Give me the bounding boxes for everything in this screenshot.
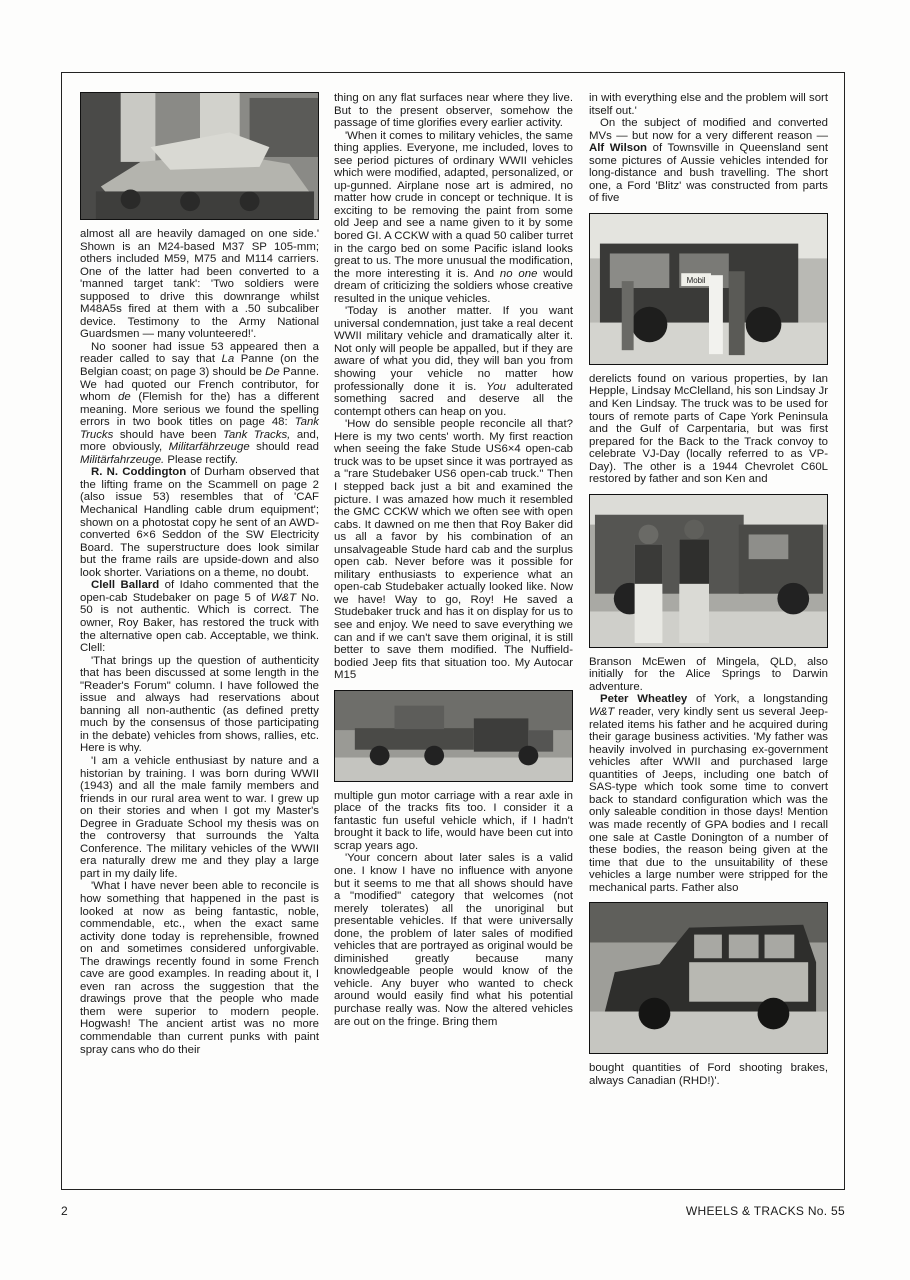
col1-paragraph-3: R. N. Coddington of Durham observed that the lifting frame on the Scammell on page 2 (also issue 53) resembles that of 'CAF Mechanical Handling cable drum equipment'; shown on a photostat copy he sent of an AWD-converted 6×6 Seddon of the SW Electricity Board. The superstructure does look similar but the frame rails are upside-down and also look shorter. Variations on a theme, no doubt. [80, 466, 319, 579]
col3-paragraph-4: Branson McEwen of Mingela, QLD, also initially for the Alice Springs to Darwin adventure. [589, 655, 828, 693]
col1-paragraph-6: 'I am a vehicle enthusiast by nature and a historian by training. I was born during WWII (1943) and all the male family members and friends in our rural area went to war. I grew up on their stories and when I got my Master's Degree in Graduate School my thesis was on the controversy that surrounds the Yalta Conference. The military vehicles of the WWII era naturally drew me and they play a large part in my daily life. [80, 754, 319, 880]
column-3 [589, 92, 828, 1087]
col1-paragraph-4: Clell Ballard of Idaho commented that the open-cab Studebaker on page 5 of W&T No. 50 is not authentic. Which is correct. The owner, Roy Baker, has restored the truck with the alternative open cab. Acceptable, we think. Clell: [80, 579, 319, 655]
col2-paragraph-6: 'Your concern about later sales is a valid one. I know I have no influence with anyone but it seems to me that all shows should have a "modified" category that welcomes (not merely tolerates) all the unoriginal but presentable vehicles. If that were universally done, the problem of later sales of modified vehicles that are portrayed as original would be diminished greatly because many knowledgeable people would know of the vehicle. Any buyer who wanted to check around would easily find what his potential purchase really was. Now the altered vehicles are out on the fringe. Bring them [334, 852, 573, 1028]
column-1 [80, 92, 319, 1056]
col3-paragraph-1: in with everything else and the problem will sort itself out.' [589, 92, 828, 117]
col1-paragraph-1: almost all are heavily damaged on one side.' Shown is an M24-based M37 SP 105-mm; others included M59, M75 and M114 carriers. One of the latter had been converted to a 'manned target tank': 'Two soldiers were supposed to drive this downrange whilst M48A5s fired at them with a .50 subcaliber device. Testimony to the Army National Guardsmen — many volunteered!'. [80, 228, 319, 341]
col3-paragraph-2: On the subject of modified and converted MVs — but now for a very different reason — Alf Wilson of Townsville in Queensland sent some pictures of Aussie vehicles intended for long-distance and bush travelling. The short one, a Ford 'Blitz' was constructed from parts of five [589, 117, 828, 205]
col2-paragraph-3: 'Today is another matter. If you want universal condemnation, just take a real decent WWII military vehicle and dramatically alter it. Not only will people be appalled, but if they are aware of what you did, they will ban you from showing your vehicle no matter how professionally done it is. You adulterated something sacred and deserve all the contempt others can heap on you. [334, 305, 573, 418]
col3-paragraph-5: Peter Wheatley of York, a longstanding W&T reader, very kindly sent us several Jeep-related items his father and he acquired during their garage business activities. 'My father was heavily involved in purchasing ex-government vehicles after WWII and purchased large quantities of Jeeps, including one batch of SAS-type which took some time to convert back to standard configuration which was the only saleable condition in those days! Mention was made recently of GPA bodies and I recall one sale at Castle Donington of a number of these bodies, the reason being given at the time that due to the unsuitability of these vehicles a large number were stripped for the mechanical parts. Father also [589, 693, 828, 894]
mobil-sign-text: Mobil [686, 276, 706, 285]
gmc-cckw-photo [334, 690, 573, 782]
col1-paragraph-7: 'What I have never been able to reconcile is how something that happened in the past is looked at now as being fantastic, noble, commendable, etc., when the exact same activity done today is reprehensible, frowned on and sometimes considered unforgivable. The drawings recently found in some French cave are good examples. In reading about it, I even ran across the suggestion that the drawings prove that the people who made them were superior to modern people. Hogwash! The ancient artist was no more commendable than current punks with paint spray cans who do their [80, 880, 319, 1056]
tank-wreck-photo [80, 92, 319, 220]
col2-paragraph-5: multiple gun motor carriage with a rear axle in place of the tracks fits too. I consider it a fantastic fun useful vehicle which, if I hadn't brought it back to life, would have been cut into scrap years ago. [334, 789, 573, 852]
col1-paragraph-5: 'That brings up the question of authenticity that has been discussed at some length in the "Reader's Forum" column. I have followed the issue and always had reservations about banning all non-authentic (as defined pretty much by the consensus of those participating in the debate) vehicles from shows, rallies, etc. Here is why. [80, 654, 319, 755]
magazine-issue: WHEELS & TRACKS No. 55 [685, 1204, 845, 1218]
col3-paragraph-6: bought quantities of Ford shooting brakes, always Canadian (RHD!)'. [589, 1062, 828, 1087]
column-2 [334, 92, 573, 1028]
col3-paragraph-3: derelicts found on various properties, by Ian Hepple, Lindsay McClelland, his son Lindsay Jr and Ken Lindsay. The truck was to be used for tours of remote parts of Cape York Peninsula and the Gulf of Carpentaria, but was first prepared for the Back to the Track convoy to celebrate VJ-Day (locally referred to as VP-Day). The other is a 1944 Chevrolet C60L restored by father and son Ken and [589, 372, 828, 486]
page-number: 2 [61, 1204, 68, 1218]
col2-paragraph-4: 'How do sensible people reconcile all that? Here is my two cents' worth. My first reaction when seeing the fake Stude US6×4 open-cab truck was to be upset since it was portrayed as a "rare Studebaker US6 open-cab truck." Then I stepped back just a bit and examined the picture. I was amazed how much it resembled the GMC CCKW which we often see with open cabs. It dawned on me then that Roy Baker did us all a favor by his combination of an unsalvageable Stude hard cab and the surplus open cab. Never before was it possible for military enthusiasts to experience what an open-cab Studebaker actually looked like. Now we have! Way to go, Roy! He saved a Studebaker truck and has it on display for us to see and enjoy. We need to save everything we can and if we can't save them original, it is still better to save them modified. The Nuffield-bodied Jeep fits that situation too. My Autocar M15 [334, 418, 573, 682]
chevrolet-truck-photo [589, 494, 828, 648]
ford-blitz-photo [589, 213, 828, 365]
col2-paragraph-1: thing on any flat surfaces near where they live. But to the present observer, somehow the passage of time glorifies every earlier activity. [334, 92, 573, 130]
col1-paragraph-2: No sooner had issue 53 appeared then a reader called to say that La Panne (on the Belgian coast; on page 3) should be De Panne. We had quoted our French contributor, for whom de (Flemish for the) has a different meaning. More serious we found the spelling errors in two book titles on page 48: Tank Trucks should have been Tank Tracks, and, more obviously, Militarfährzeuge should read Militärfahrzeuge. Please rectify. [80, 340, 320, 466]
col2-paragraph-2: 'When it comes to military vehicles, the same thing applies. Everyone, me included, loves to see period pictures of ordinary WWII vehicles which were modified, adapted, personalized, or up-gunned. Airplane nose art is admired, no matter how crude in concept or technique. It is exciting to be removing the paint from some old Jeep and see a name given to it by some bored GI. A CCKW with a quad 50 caliber turret in the cargo bed on some Pacific island looks great to us. The more unusual the modification, the more interesting it is. And no one would dream of criticizing the soldiers whose creative resulted in the unique vehicles. [334, 129, 573, 305]
ford-shooting-brake-photo [589, 902, 828, 1054]
